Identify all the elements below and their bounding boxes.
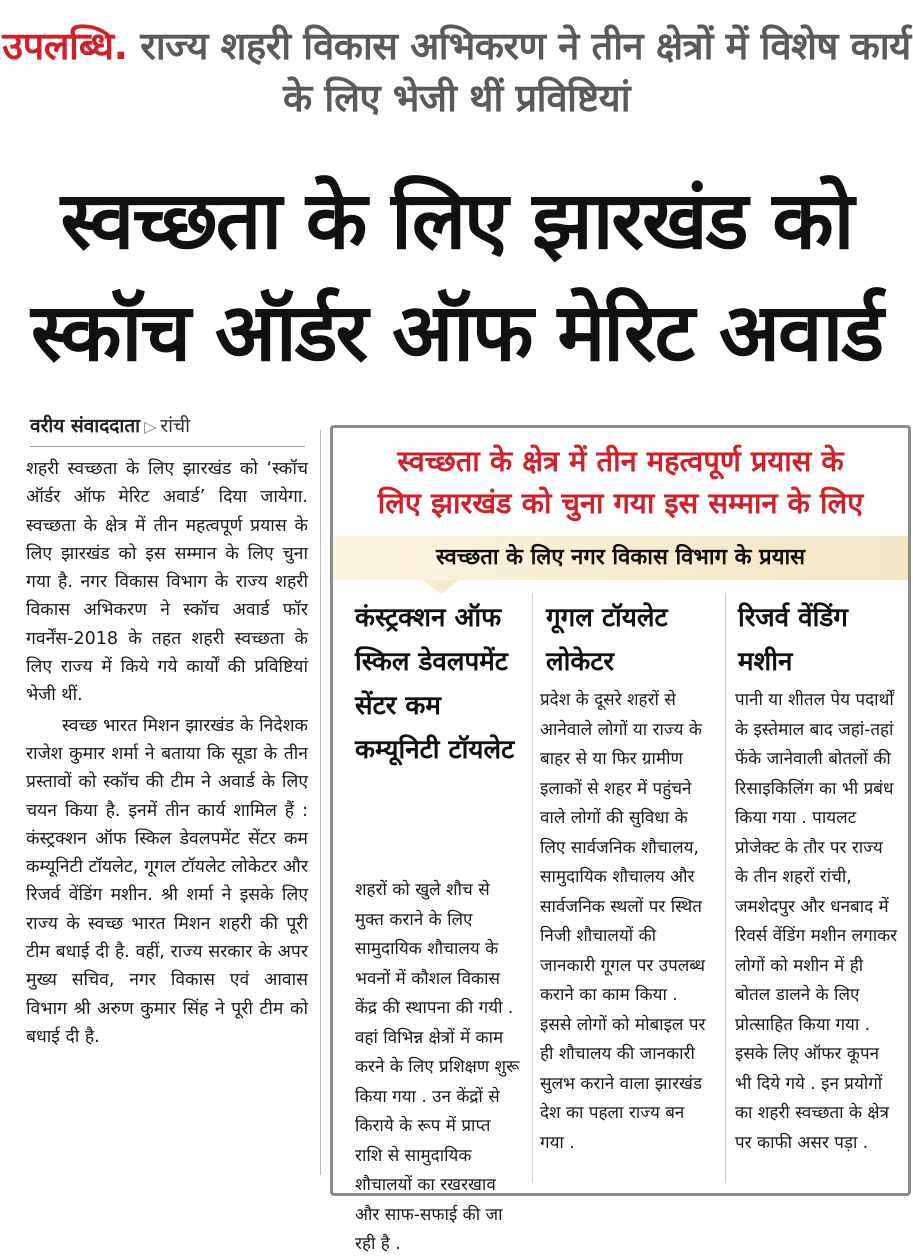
triangle-icon: ▷	[144, 417, 157, 436]
band-pointer	[423, 580, 459, 594]
column-2-title: गूगल टॉयलेट लोकेटर	[546, 603, 668, 677]
headline	[10, 165, 903, 389]
column-1-title: कंस्ट्रक्शन ऑफ स्किल डेवलपमेंट सेंटर कम कम्यूनिटी टॉयलेट	[355, 603, 515, 765]
byline-divider	[30, 446, 305, 447]
article-body	[26, 455, 308, 1051]
box-heading-line-2: लिए झारखंड को चुना गया इस सम्मान के लिए	[377, 486, 864, 520]
column-3-text: पानी या शीतल पेय पदार्थों के इस्तेमाल बाद जहां-तहां फेंके जानेवाली बोतलों की रिसाइकिलिंग का भी प्रबंध किया गया . पायलट प्रोजेक्ट के तौर पर राज्य के तीन शहरों रांची, जमशेदपुर और धनबाद में रिवर्स वेंडिंग मशीन लगाकर लोगों को मशीन में ही बोतल डालने के लिए प्रोत्साहित किया गया . इसके लिए ऑफर कूपन भी दिये गये . इन प्रयोगों का शहरी स्वच्छता के क्षेत्र पर काफी असर पड़ा .	[735, 690, 898, 1153]
article-paragraph-1: शहरी स्वच्छता के लिए झारखंड को ‘स्कॉच ऑर्डर ऑफ मेरिट अवार्ड’ दिया जायेगा. स्वच्छता के क्षेत्र में तीन महत्वपूर्ण प्रयास के लिए झारखंड को इस सम्मान के लिए चुना गया है. नगर विकास विभाग के राज्य शहरी विकास अभिकरण ने स्कॉच अवार्ड फॉर गवर्नेंस-2018 के तहत शहरी स्वच्छता के लिए राज्य में किये गये कार्यों की प्रविष्टियां भेजी थीं.	[26, 459, 308, 706]
byline	[30, 412, 310, 438]
article-paragraph-2: स्वच्छ भारत मिशन झारखंड के निदेशक राजेश कुमार शर्मा ने बताया कि सूडा के तीन प्रस्तावों को स्कॉच की टीम ने अवार्ड के लिए चयन किया है. इनमें तीन कार्य शामिल हैं : कंस्ट्रक्शन ऑफ स्किल डेवलपमेंट सेंटर कम कम्यूनिटी टॉयलेट, गूगल टॉयलेट लोकेटर और रिजर्व वेंडिंग मशीन. श्री शर्मा ने इसके लिए राज्य के स्वच्छ भारत मिशन शहरी की पूरी टीम बधाई दी है. वहीं, राज्य सरकार के अपर मुख्य सचिव, नगर विकास एवं आवास विभाग श्री अरुण कुमार सिंह ने पूरी टीम को बधाई दी है.	[26, 715, 308, 1047]
byline-city: रांची	[160, 415, 191, 437]
box-subheading-band: स्वच्छता के लिए नगर विकास विभाग के प्रयास	[333, 536, 908, 580]
sidebar-box	[330, 425, 911, 1254]
column-3-title: रिजर्व वेंडिंग मशीन	[738, 603, 848, 677]
kicker-text: राज्य शहरी विकास अभिकरण ने तीन क्षेत्रों में विशेष कार्य के लिए भेजी थीं प्रविष्टियां	[140, 24, 911, 120]
box-column-divider-1	[532, 593, 533, 1183]
column-divider	[320, 430, 321, 1175]
headline-line-2: स्कॉच ऑर्डर ऑफ मेरिट अवार्ड	[30, 286, 883, 379]
headline-line-1: स्वच्छता के लिए झारखंड को	[60, 174, 853, 267]
box-heading-line-1: स्वच्छता के क्षेत्र में तीन महत्वपूर्ण प्रयास के	[397, 444, 844, 478]
box-heading	[333, 428, 908, 540]
kicker-prefix: उपलब्धि.	[2, 24, 128, 68]
column-1-text: शहरों को खुले शौच से मुक्त कराने के लिए सामुदायिक शौचालय के भवनों में कौशल विकास केंद्र की स्थापना की गयी . वहां विभिन्न क्षेत्रों में काम करने के लिए प्रशिक्षण शुरू किया गया . उन केंद्रों से किराये के रूप में प्राप्त राशि से सामुदायिक शौचालयों का रखरखाव और साफ-सफाई की जा रही है .	[355, 880, 520, 1254]
column-2-text: प्रदेश के दूसरे शहरों से आनेवाले लोगों या राज्य के बाहर से या फिर ग्रामीण इलाकों से शहर में पहुंचने वाले लोगों की सुविधा के लिए सार्वजनिक शौचालय, सामुदायिक शौचालय और सार्वजनिक स्थलों पर स्थित निजी शौचालयों की जानकारी गूगल पर उपलब्ध कराने का काम किया . इससे लोगों को मोबाइल पर ही शौचालय की जानकारी सुलभ कराने वाला झारखंड देश का पहला राज्य बन गया .	[540, 690, 706, 1153]
byline-author: वरीय संवाददाता	[30, 415, 141, 437]
kicker	[0, 20, 913, 124]
box-column-divider-2	[725, 593, 726, 1183]
